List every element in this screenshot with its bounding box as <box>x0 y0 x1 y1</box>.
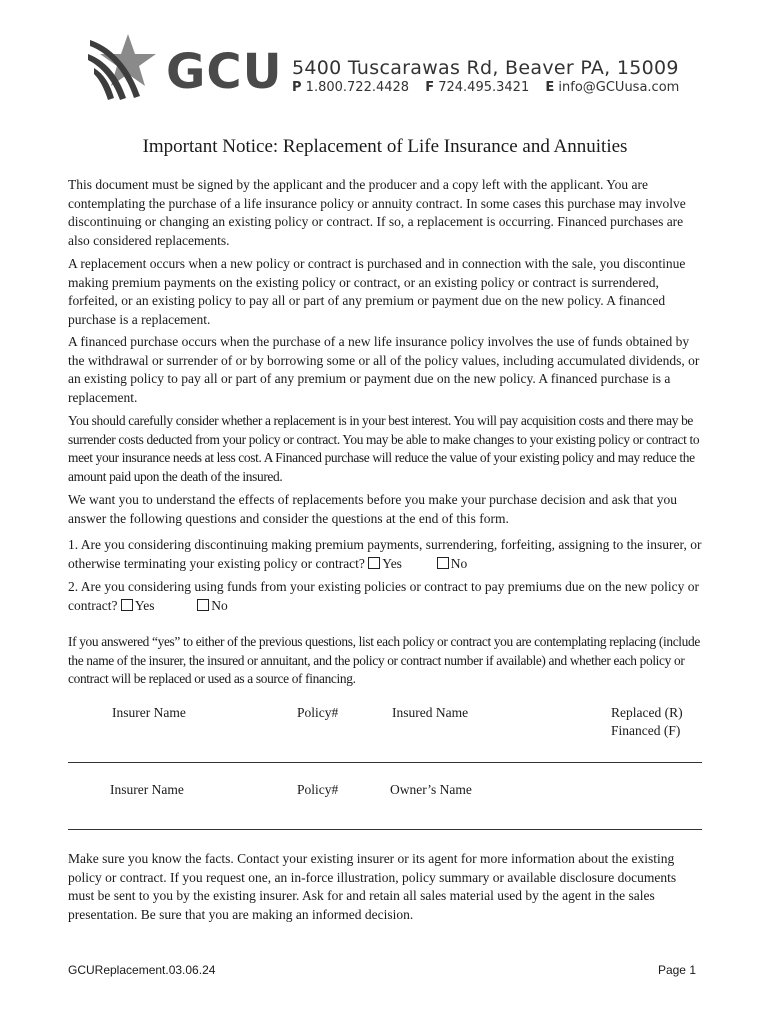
header-address: 5400 Tuscarawas Rd, Beaver PA, 15009 <box>292 57 679 79</box>
star-logo-icon <box>88 32 170 102</box>
q1-yes-checkbox[interactable] <box>368 557 380 569</box>
paragraph-list-policies: If you answered “yes” to either of the previous questions, list each policy or contract you are contemplating replacing (include the name of the insurer, the insured or annuitant, and the policy or contract number if available) and whether each policy or contract will be replaced or used as a source of financing. <box>68 634 700 686</box>
page-number: Page 1 <box>657 963 696 977</box>
paragraph-intro: This document must be signed by the applicant and the producer and a copy left with the applicant. You are contemplating the purchase of a life insurance policy or annuity contract. In some cases this purchase may involve discontinuing or changing an existing policy or contract. If so, a replacement is occurring. Financed purchases are also considered replacements. <box>68 177 686 248</box>
q2-yes-label: Yes <box>134 597 155 613</box>
question-2 <box>68 578 702 615</box>
paragraph-consider: You should carefully consider whether a replacement is in your best interest. You will pay acquisition costs and there may be surrender costs deducted from your policy or contract. You may be able to make changes to your existing policy or contract to meet your insurance needs at less cost. A Financed purchase will reduce the value of your existing policy and may reduce the amount paid upon the death of the insured. <box>68 413 700 484</box>
table2-policy-header: Policy# <box>297 782 339 797</box>
question-1 <box>68 536 702 573</box>
table1-insurer-header: Insurer Name <box>112 705 186 720</box>
email-address: info@GCUusa.com <box>558 80 680 95</box>
email-label: E <box>545 80 555 95</box>
logo-wordmark: GCU <box>166 44 283 100</box>
question-2-text: 2. Are you considering using funds from your existing policies or contract to pay premiums due on the new policy or contract? <box>68 579 699 613</box>
phone-label: P <box>292 80 302 95</box>
page-title: Important Notice: Replacement of Life Insurance and Annuities <box>142 136 628 157</box>
header-contact <box>292 80 679 95</box>
table1-insured-header: Insured Name <box>392 705 469 720</box>
table1-financed-header: Financed (F) <box>611 723 681 738</box>
table1-entry-line[interactable] <box>68 762 702 763</box>
question-1-text: 1. Are you considering discontinuing making premium payments, surrendering, forfeiting, assigning to the insurer, or otherwise terminating your existing policy or contract? <box>68 537 702 571</box>
letterhead <box>0 0 770 110</box>
table2-insurer-header: Insurer Name <box>110 782 184 797</box>
fax-label: F <box>425 80 435 95</box>
table2-entry-line[interactable] <box>68 829 702 830</box>
q2-yes-checkbox[interactable] <box>121 599 133 611</box>
form-id: GCUReplacement.03.06.24 <box>68 963 216 977</box>
q1-no-checkbox[interactable] <box>437 557 449 569</box>
phone-number: 1.800.722.4428 <box>305 80 410 95</box>
q1-yes-label: Yes <box>382 555 402 571</box>
table1-policy-header: Policy# <box>297 705 339 720</box>
q1-no-label: No <box>450 555 468 571</box>
paragraph-understand: We want you to understand the effects of replacements before you make your purchase decision and ask that you answer the following questions and consider the questions at the end of this form. <box>68 492 677 526</box>
fax-number: 724.495.3421 <box>438 80 530 95</box>
q2-no-label: No <box>211 597 228 613</box>
paragraph-know-the-facts: Make sure you know the facts. Contact your existing insurer or its agent for more information about the existing policy or contract. If you request one, an in-force illustration, policy summary or available disclosure documents must be sent to you by the existing insurer. Ask for and retain all sales material used by the agent in the sales presentation. Be sure that you are making an informed decision. <box>68 851 677 922</box>
table1-replaced-header: Replaced (R) <box>611 705 683 720</box>
paragraph-financed-purchase: A financed purchase occurs when the purchase of a new life insurance policy involves the use of funds obtained by the withdrawal or surrender of or by borrowing some or all of the policy values, including accumulated dividends, or an existing policy to pay all or part of any premium or payment due on the new policy. A financed purchase is a replacement. <box>68 334 700 405</box>
q2-no-checkbox[interactable] <box>197 599 209 611</box>
paragraph-replacement-definition: A replacement occurs when a new policy or contract is purchased and in connection with the sale, you discontinue making premium payments on the existing policy or contract, or an existing policy or contract is surrendered, forfeited, or an existing policy to pay all or part of any premium or payment due on the new policy. A financed purchase is a replacement. <box>68 256 686 327</box>
table2-owner-header: Owner’s Name <box>390 782 472 797</box>
